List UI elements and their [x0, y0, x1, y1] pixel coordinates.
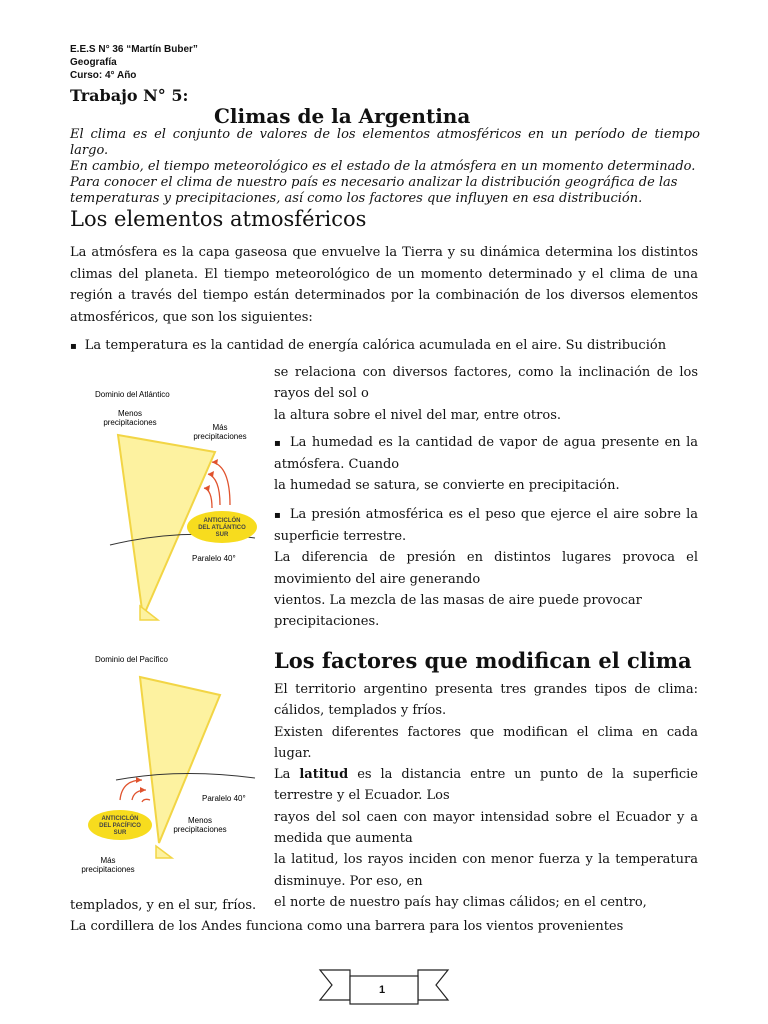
arrow-head-icon [212, 459, 218, 465]
wind-arrow-icon [212, 462, 230, 505]
right-column-factors [274, 679, 698, 913]
intro-line: En cambio, el tiempo meteorológico es el estado de la atmósfera en un momento determinado. [70, 159, 696, 174]
latitude-effect-text: la latitud, los rayos inciden con menor fuerza y la temperatura disminuye. Por eso, en [274, 852, 698, 889]
temperature-continuation: se relaciona con diversos factores, como la inclinación de los rayos del sol o [274, 365, 698, 402]
wind-arrow-icon [142, 799, 150, 802]
arrow-head-icon [140, 787, 146, 793]
bullet-temperature-text: La temperatura es la cantidad de energía calórica acumulada en el aire. Su distribución [84, 338, 667, 353]
south-climate-text: templados, y en el sur, fríos. [70, 898, 257, 913]
arrow-head-icon [136, 777, 142, 783]
pacific-domain-figure [80, 650, 260, 880]
humidity-continuation: la humedad se satura, se convierte en precipitación. [274, 478, 620, 494]
pressure-continuation: La diferencia de presión en distintos lugares provoca el movimiento del aire generando [274, 550, 698, 587]
school-name: E.E.S N° 36 “Martín Buber” [70, 44, 198, 55]
atlantic-domain-figure [80, 380, 260, 630]
climate-types-text: El territorio argentino presenta tres grandes tipos de clima: cálidos, templados y fríos. [274, 682, 698, 719]
atlantic-figure-title: Dominio del Atlántico [95, 390, 170, 399]
more-precip-label: Más precipitaciones [81, 856, 135, 874]
page-title: Climas de la Argentina [214, 104, 471, 128]
bullet-temperature [70, 335, 698, 357]
intro-line: El clima es el conjunto de valores de los elementos atmosféricos en un período de tiempo largo. [70, 127, 700, 158]
atmosphere-text: La atmósfera es la capa gaseosa que envuelve la Tierra y su dinámica determina los distintos climas del planeta. El tiempo meteorológico de un momento determinado y el clima de una región a través del tiempo están determinados por la combinación de los diversos elementos atmosféricos, que son los siguientes: [70, 245, 698, 325]
anticyclone-label: ANTICICLÓN DEL PACÍFICO SUR [99, 816, 141, 836]
intro-line: temperaturas y precipitaciones, así como los factores que influyen en esa distribución. [70, 191, 643, 206]
sun-rays-text: rayos del sol caen con mayor intensidad sobre el Ecuador y a medida que aumenta [274, 809, 698, 847]
latitude-term: latitud [299, 767, 349, 783]
more-precip-label: Más precipitaciones [193, 423, 247, 441]
bullet-icon: ▪ [274, 509, 282, 521]
bullet-pressure-text: La presión atmosférica es el peso que ejerce el aire sobre la superficie terrestre. [274, 506, 698, 545]
parallel-label: Paralelo 40° [192, 554, 236, 563]
wind-arrow-icon [204, 488, 212, 508]
ribbon-right-tail [418, 970, 448, 1000]
north-climate-text: el norte de nuestro país hay climas cálidos; en el centro, [274, 894, 647, 910]
pressure-continuation-2: vientos. La mezcla de las masas de aire puede provocar precipitaciones. [274, 592, 642, 630]
page-number-box [350, 978, 414, 1004]
wind-arrow-icon [208, 474, 220, 505]
intro-paragraph [70, 127, 700, 207]
section-heading-atmospheric-elements: Los elementos atmosféricos [70, 207, 367, 231]
less-precip-label: Menos precipitaciones [103, 409, 157, 427]
temperature-continuation-2: la altura sobre el nivel del mar, entre otros. [274, 407, 562, 423]
ribbon-left-tail [320, 970, 350, 1000]
wind-arrow-icon [120, 780, 142, 800]
page-number: 1 [378, 984, 386, 996]
tierra-del-fuego-shape [140, 606, 158, 620]
bullet-pressure [274, 504, 698, 548]
section-heading-climate-factors: Los factores que modifican el clima [274, 648, 692, 673]
pacific-figure-title: Dominio del Pacífico [95, 655, 168, 664]
right-column-elements [274, 362, 698, 633]
tierra-del-fuego-shape [156, 846, 172, 858]
subject-name: Geografía [70, 57, 117, 68]
bottom-paragraph [70, 895, 698, 938]
bullet-humidity [274, 432, 698, 476]
latitude-text [274, 764, 698, 807]
course-name: Curso: 4° Año [70, 70, 137, 81]
less-precip-label: Menos precipitaciones [173, 816, 227, 834]
atmosphere-paragraph [70, 242, 698, 328]
latitude-prefix: La [274, 767, 300, 783]
andes-text: La cordillera de los Andes funciona como una barrera para los vientos provenientes [70, 919, 624, 935]
parallel-label: Paralelo 40° [202, 794, 246, 803]
assignment-number: Trabajo N° 5: [70, 86, 189, 105]
anticyclone-label: ANTICICLÓN DEL ATLÁNTICO SUR [198, 518, 246, 538]
latitude-definition: es la distancia entre un punto de la superficie terrestre y el Ecuador. Los [274, 767, 698, 804]
factors-text: Existen diferentes factores que modifican el clima en cada lugar. [274, 724, 698, 761]
bullet-humidity-text: La humedad es la cantidad de vapor de agua presente en la atmósfera. Cuando [274, 434, 698, 473]
intro-line: Para conocer el clima de nuestro país es necesario analizar la distribución geográfica de las [70, 175, 678, 190]
bullet-icon: ▪ [70, 341, 77, 352]
bullet-icon: ▪ [274, 437, 283, 449]
wind-arrow-icon [132, 790, 146, 800]
